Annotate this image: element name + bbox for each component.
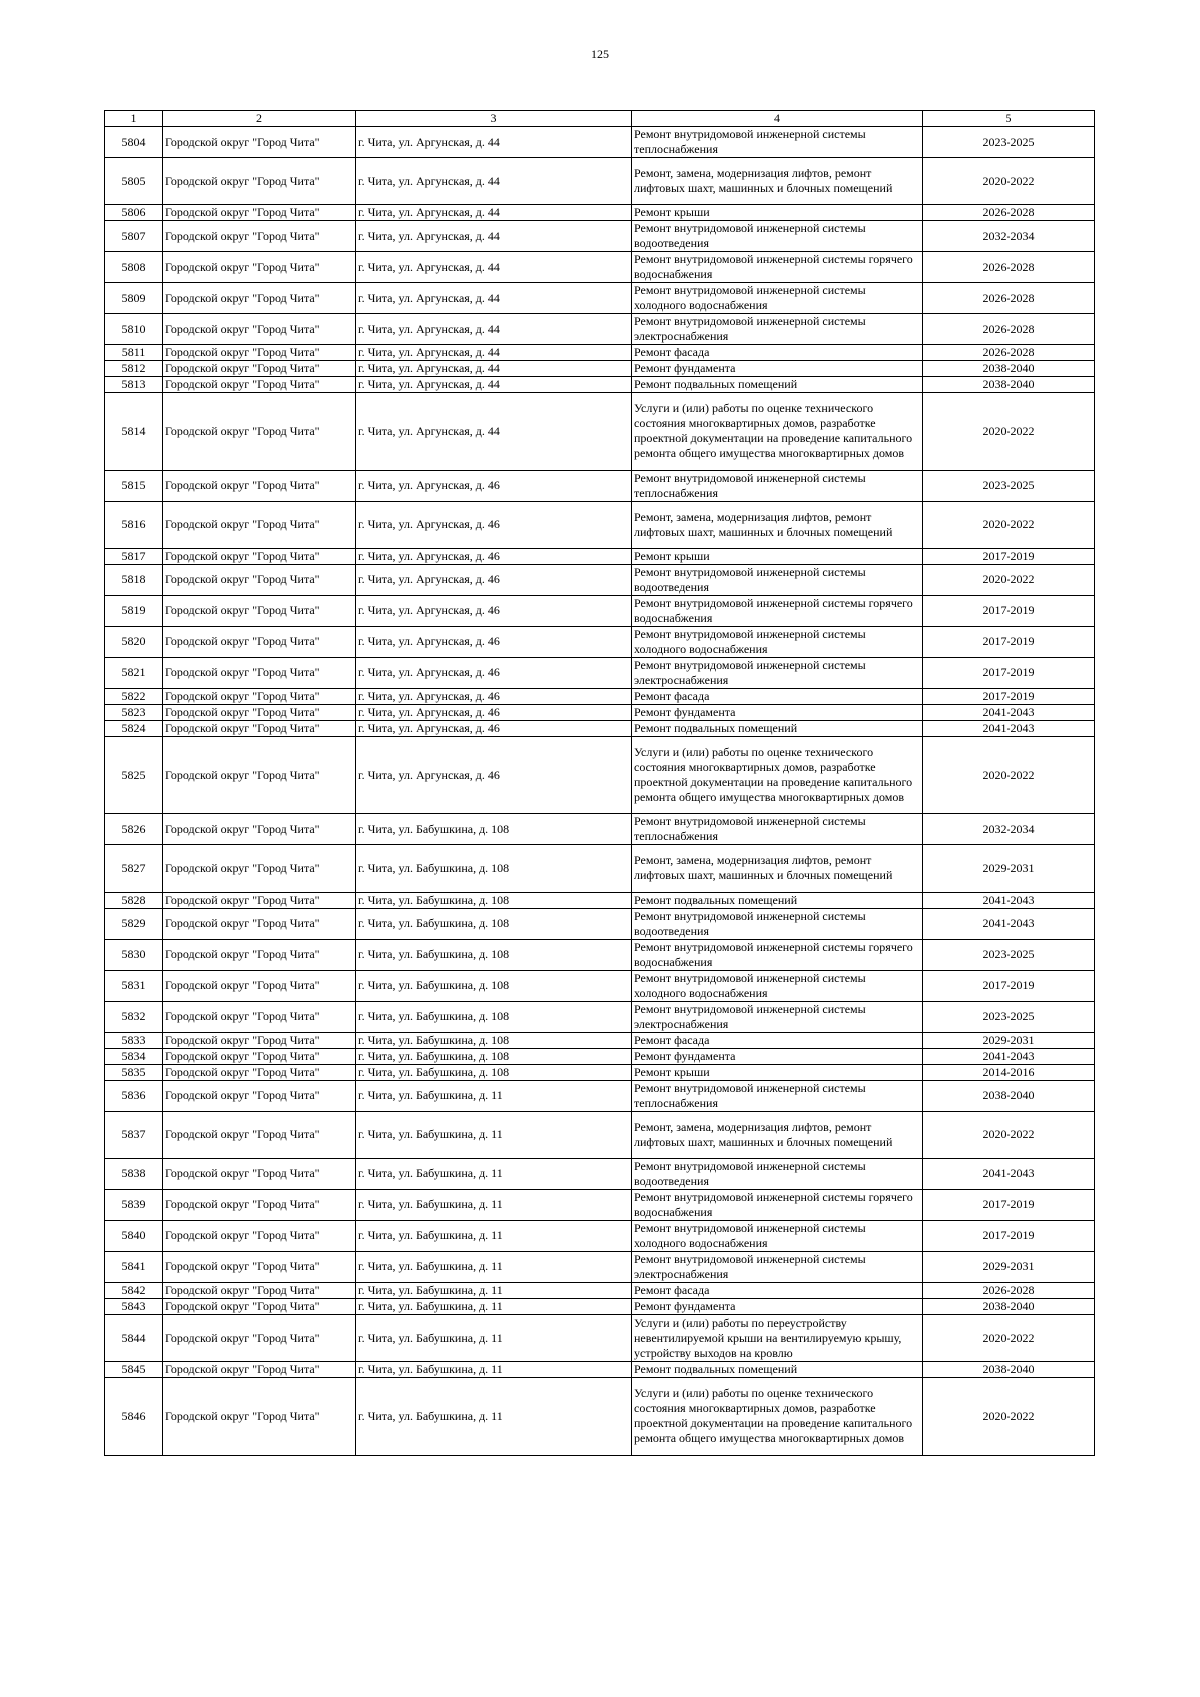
row-number-cell: 5834	[105, 1048, 163, 1064]
work-type-cell: Ремонт фундамента	[632, 1298, 923, 1314]
work-type-cell: Ремонт внутридомовой инженерной системы теплоснабжения	[632, 127, 923, 158]
row-number-cell: 5814	[105, 393, 163, 470]
municipality-cell: Городской округ "Город Чита"	[163, 205, 356, 221]
period-cell: 2032-2034	[923, 814, 1095, 845]
table-row	[105, 704, 1095, 720]
municipality-cell: Городской округ "Город Чита"	[163, 1080, 356, 1111]
table-body	[105, 127, 1095, 1456]
address-cell: г. Чита, ул. Аргунская, д. 46	[356, 720, 632, 736]
row-number-cell: 5821	[105, 657, 163, 688]
row-number-cell: 5845	[105, 1362, 163, 1378]
row-number-cell: 5833	[105, 1032, 163, 1048]
municipality-cell: Городской округ "Город Чита"	[163, 564, 356, 595]
municipality-cell: Городской округ "Город Чита"	[163, 626, 356, 657]
row-number-cell: 5806	[105, 205, 163, 221]
row-number-cell: 5804	[105, 127, 163, 158]
work-type-cell: Ремонт внутридомовой инженерной системы водоотведения	[632, 1158, 923, 1189]
period-cell: 2020-2022	[923, 1314, 1095, 1361]
municipality-cell: Городской округ "Город Чита"	[163, 1001, 356, 1032]
municipality-cell: Городской округ "Город Чита"	[163, 704, 356, 720]
municipality-cell: Городской округ "Город Чита"	[163, 1220, 356, 1251]
period-cell: 2026-2028	[923, 345, 1095, 361]
row-number-cell: 5840	[105, 1220, 163, 1251]
row-number-cell: 5824	[105, 720, 163, 736]
period-cell: 2026-2028	[923, 283, 1095, 314]
work-type-cell: Ремонт фундамента	[632, 1048, 923, 1064]
municipality-cell: Городской округ "Город Чита"	[163, 908, 356, 939]
period-cell: 2023-2025	[923, 939, 1095, 970]
municipality-cell: Городской округ "Город Чита"	[163, 1314, 356, 1361]
row-number-cell: 5819	[105, 595, 163, 626]
table-row	[105, 595, 1095, 626]
table-row	[105, 1158, 1095, 1189]
work-type-cell: Ремонт фасада	[632, 1282, 923, 1298]
address-cell: г. Чита, ул. Бабушкина, д. 108	[356, 1048, 632, 1064]
address-cell: г. Чита, ул. Бабушкина, д. 11	[356, 1189, 632, 1220]
column-header: 4	[632, 111, 923, 127]
work-type-cell: Услуги и (или) работы по оценке технического состояния многоквартирных домов, разработке проектной документации на проведение капитального ремонта общего имущества многоквартирных домов	[632, 1378, 923, 1455]
period-cell: 2017-2019	[923, 657, 1095, 688]
period-cell: 2026-2028	[923, 205, 1095, 221]
period-cell: 2038-2040	[923, 1362, 1095, 1378]
row-number-cell: 5812	[105, 361, 163, 377]
address-cell: г. Чита, ул. Аргунская, д. 44	[356, 252, 632, 283]
table-row	[105, 252, 1095, 283]
work-type-cell: Ремонт внутридомовой инженерной системы горячего водоснабжения	[632, 252, 923, 283]
work-type-cell: Ремонт внутридомовой инженерной системы водоотведения	[632, 908, 923, 939]
row-number-cell: 5839	[105, 1189, 163, 1220]
row-number-cell: 5829	[105, 908, 163, 939]
row-number-cell: 5846	[105, 1378, 163, 1455]
work-type-cell: Ремонт внутридомовой инженерной системы электроснабжения	[632, 1001, 923, 1032]
municipality-cell: Городской округ "Город Чита"	[163, 845, 356, 892]
period-cell: 2026-2028	[923, 314, 1095, 345]
table-row	[105, 657, 1095, 688]
municipality-cell: Городской округ "Город Чита"	[163, 1282, 356, 1298]
period-cell: 2041-2043	[923, 1158, 1095, 1189]
work-type-cell: Ремонт внутридомовой инженерной системы холодного водоснабжения	[632, 626, 923, 657]
address-cell: г. Чита, ул. Аргунская, д. 44	[356, 221, 632, 252]
table-row	[105, 127, 1095, 158]
period-cell: 2041-2043	[923, 720, 1095, 736]
work-type-cell: Ремонт фундамента	[632, 361, 923, 377]
period-cell: 2029-2031	[923, 845, 1095, 892]
work-type-cell: Ремонт крыши	[632, 1064, 923, 1080]
municipality-cell: Городской округ "Город Чита"	[163, 1362, 356, 1378]
period-cell: 2026-2028	[923, 252, 1095, 283]
address-cell: г. Чита, ул. Аргунская, д. 44	[356, 393, 632, 470]
municipality-cell: Городской округ "Город Чита"	[163, 1032, 356, 1048]
row-number-cell: 5830	[105, 939, 163, 970]
page-number: 125	[591, 47, 609, 61]
table-row	[105, 736, 1095, 813]
table-row	[105, 1314, 1095, 1361]
period-cell: 2023-2025	[923, 1001, 1095, 1032]
work-type-cell: Услуги и (или) работы по оценке технического состояния многоквартирных домов, разработке проектной документации на проведение капитального ремонта общего имущества многоквартирных домов	[632, 736, 923, 813]
work-type-cell: Ремонт, замена, модернизация лифтов, ремонт лифтовых шахт, машинных и блочных помещений	[632, 501, 923, 548]
work-type-cell: Ремонт внутридомовой инженерной системы электроснабжения	[632, 1251, 923, 1282]
address-cell: г. Чита, ул. Бабушкина, д. 108	[356, 892, 632, 908]
period-cell: 2014-2016	[923, 1064, 1095, 1080]
address-cell: г. Чита, ул. Аргунская, д. 44	[356, 205, 632, 221]
row-number-cell: 5809	[105, 283, 163, 314]
municipality-cell: Городской округ "Город Чита"	[163, 595, 356, 626]
address-cell: г. Чита, ул. Аргунская, д. 46	[356, 704, 632, 720]
address-cell: г. Чита, ул. Бабушкина, д. 108	[356, 970, 632, 1001]
row-number-cell: 5813	[105, 377, 163, 393]
municipality-cell: Городской округ "Город Чита"	[163, 252, 356, 283]
table-row	[105, 1282, 1095, 1298]
period-cell: 2041-2043	[923, 1048, 1095, 1064]
address-cell: г. Чита, ул. Бабушкина, д. 108	[356, 845, 632, 892]
address-cell: г. Чита, ул. Аргунская, д. 44	[356, 283, 632, 314]
work-type-cell: Ремонт внутридомовой инженерной системы теплоснабжения	[632, 470, 923, 501]
period-cell: 2017-2019	[923, 548, 1095, 564]
row-number-cell: 5811	[105, 345, 163, 361]
work-type-cell: Ремонт фасада	[632, 345, 923, 361]
row-number-cell: 5807	[105, 221, 163, 252]
work-type-cell: Ремонт внутридомовой инженерной системы горячего водоснабжения	[632, 939, 923, 970]
table-row	[105, 1189, 1095, 1220]
column-number-row	[105, 111, 1095, 127]
municipality-cell: Городской округ "Город Чита"	[163, 283, 356, 314]
column-header: 5	[923, 111, 1095, 127]
municipality-cell: Городской округ "Город Чита"	[163, 720, 356, 736]
municipality-cell: Городской округ "Город Чита"	[163, 1298, 356, 1314]
row-number-cell: 5831	[105, 970, 163, 1001]
period-cell: 2041-2043	[923, 892, 1095, 908]
period-cell: 2023-2025	[923, 127, 1095, 158]
work-type-cell: Ремонт подвальных помещений	[632, 377, 923, 393]
row-number-cell: 5825	[105, 736, 163, 813]
address-cell: г. Чита, ул. Бабушкина, д. 11	[356, 1362, 632, 1378]
period-cell: 2020-2022	[923, 1111, 1095, 1158]
work-type-cell: Ремонт внутридомовой инженерной системы электроснабжения	[632, 314, 923, 345]
table-row	[105, 1080, 1095, 1111]
period-cell: 2023-2025	[923, 470, 1095, 501]
municipality-cell: Городской округ "Город Чита"	[163, 892, 356, 908]
table-row	[105, 470, 1095, 501]
table-row	[105, 377, 1095, 393]
table-row	[105, 1362, 1095, 1378]
address-cell: г. Чита, ул. Бабушкина, д. 108	[356, 1064, 632, 1080]
address-cell: г. Чита, ул. Аргунская, д. 44	[356, 377, 632, 393]
row-number-cell: 5836	[105, 1080, 163, 1111]
address-cell: г. Чита, ул. Аргунская, д. 44	[356, 314, 632, 345]
municipality-cell: Городской округ "Город Чита"	[163, 345, 356, 361]
period-cell: 2026-2028	[923, 1282, 1095, 1298]
table-row	[105, 626, 1095, 657]
municipality-cell: Городской округ "Город Чита"	[163, 688, 356, 704]
work-type-cell: Ремонт подвальных помещений	[632, 892, 923, 908]
address-cell: г. Чита, ул. Бабушкина, д. 108	[356, 1032, 632, 1048]
municipality-cell: Городской округ "Город Чита"	[163, 1064, 356, 1080]
work-type-cell: Ремонт, замена, модернизация лифтов, ремонт лифтовых шахт, машинных и блочных помещений	[632, 158, 923, 205]
row-number-cell: 5832	[105, 1001, 163, 1032]
period-cell: 2017-2019	[923, 688, 1095, 704]
period-cell: 2038-2040	[923, 377, 1095, 393]
row-number-cell: 5816	[105, 501, 163, 548]
address-cell: г. Чита, ул. Бабушкина, д. 11	[356, 1282, 632, 1298]
table-row	[105, 1032, 1095, 1048]
address-cell: г. Чита, ул. Аргунская, д. 44	[356, 127, 632, 158]
period-cell: 2038-2040	[923, 1080, 1095, 1111]
table-row	[105, 939, 1095, 970]
work-type-cell: Ремонт внутридомовой инженерной системы водоотведения	[632, 221, 923, 252]
row-number-cell: 5828	[105, 892, 163, 908]
row-number-cell: 5835	[105, 1064, 163, 1080]
period-cell: 2017-2019	[923, 626, 1095, 657]
table-row	[105, 393, 1095, 470]
municipality-cell: Городской округ "Город Чита"	[163, 970, 356, 1001]
municipality-cell: Городской округ "Город Чита"	[163, 127, 356, 158]
work-type-cell: Ремонт крыши	[632, 205, 923, 221]
work-type-cell: Ремонт подвальных помещений	[632, 1362, 923, 1378]
work-type-cell: Ремонт, замена, модернизация лифтов, ремонт лифтовых шахт, машинных и блочных помещений	[632, 1111, 923, 1158]
municipality-cell: Городской округ "Город Чита"	[163, 939, 356, 970]
table-row	[105, 345, 1095, 361]
period-cell: 2029-2031	[923, 1251, 1095, 1282]
table-row	[105, 1001, 1095, 1032]
municipality-cell: Городской округ "Город Чита"	[163, 548, 356, 564]
work-type-cell: Ремонт внутридомовой инженерной системы теплоснабжения	[632, 814, 923, 845]
address-cell: г. Чита, ул. Аргунская, д. 46	[356, 736, 632, 813]
row-number-cell: 5805	[105, 158, 163, 205]
address-cell: г. Чита, ул. Аргунская, д. 46	[356, 564, 632, 595]
address-cell: г. Чита, ул. Аргунская, д. 46	[356, 595, 632, 626]
municipality-cell: Городской округ "Город Чита"	[163, 1251, 356, 1282]
row-number-cell: 5843	[105, 1298, 163, 1314]
period-cell: 2032-2034	[923, 221, 1095, 252]
municipality-cell: Городской округ "Город Чита"	[163, 1048, 356, 1064]
table-row	[105, 221, 1095, 252]
row-number-cell: 5844	[105, 1314, 163, 1361]
address-cell: г. Чита, ул. Аргунская, д. 44	[356, 361, 632, 377]
municipality-cell: Городской округ "Город Чита"	[163, 377, 356, 393]
column-header: 1	[105, 111, 163, 127]
address-cell: г. Чита, ул. Аргунская, д. 46	[356, 688, 632, 704]
work-type-cell: Ремонт внутридомовой инженерной системы холодного водоснабжения	[632, 970, 923, 1001]
table-row	[105, 1220, 1095, 1251]
address-cell: г. Чита, ул. Бабушкина, д. 11	[356, 1378, 632, 1455]
municipality-cell: Городской округ "Город Чита"	[163, 814, 356, 845]
row-number-cell: 5837	[105, 1111, 163, 1158]
municipality-cell: Городской округ "Город Чита"	[163, 470, 356, 501]
municipality-cell: Городской округ "Город Чита"	[163, 501, 356, 548]
municipality-cell: Городской округ "Город Чита"	[163, 361, 356, 377]
work-type-cell: Услуги и (или) работы по переустройству невентилируемой крыши на вентилируемую крышу, устройству выходов на кровлю	[632, 1314, 923, 1361]
table-row	[105, 1048, 1095, 1064]
row-number-cell: 5808	[105, 252, 163, 283]
work-type-cell: Ремонт внутридомовой инженерной системы горячего водоснабжения	[632, 595, 923, 626]
address-cell: г. Чита, ул. Бабушкина, д. 108	[356, 939, 632, 970]
address-cell: г. Чита, ул. Аргунская, д. 46	[356, 657, 632, 688]
table-row	[105, 205, 1095, 221]
municipality-cell: Городской округ "Город Чита"	[163, 221, 356, 252]
address-cell: г. Чита, ул. Бабушкина, д. 11	[356, 1251, 632, 1282]
table-row	[105, 720, 1095, 736]
period-cell: 2017-2019	[923, 1220, 1095, 1251]
work-type-cell: Ремонт фасада	[632, 688, 923, 704]
address-cell: г. Чита, ул. Бабушкина, д. 11	[356, 1220, 632, 1251]
municipality-cell: Городской округ "Город Чита"	[163, 1158, 356, 1189]
period-cell: 2038-2040	[923, 1298, 1095, 1314]
row-number-cell: 5842	[105, 1282, 163, 1298]
address-cell: г. Чита, ул. Бабушкина, д. 11	[356, 1314, 632, 1361]
address-cell: г. Чита, ул. Бабушкина, д. 11	[356, 1080, 632, 1111]
work-type-cell: Ремонт фасада	[632, 1032, 923, 1048]
address-cell: г. Чита, ул. Аргунская, д. 46	[356, 470, 632, 501]
row-number-cell: 5810	[105, 314, 163, 345]
period-cell: 2020-2022	[923, 501, 1095, 548]
address-cell: г. Чита, ул. Аргунская, д. 46	[356, 548, 632, 564]
row-number-cell: 5822	[105, 688, 163, 704]
repair-schedule-table	[104, 110, 1095, 1456]
municipality-cell: Городской округ "Город Чита"	[163, 736, 356, 813]
period-cell: 2020-2022	[923, 1378, 1095, 1455]
table-row	[105, 158, 1095, 205]
municipality-cell: Городской округ "Город Чита"	[163, 314, 356, 345]
period-cell: 2017-2019	[923, 970, 1095, 1001]
row-number-cell: 5838	[105, 1158, 163, 1189]
table-row	[105, 688, 1095, 704]
period-cell: 2020-2022	[923, 564, 1095, 595]
address-cell: г. Чита, ул. Бабушкина, д. 108	[356, 908, 632, 939]
work-type-cell: Ремонт крыши	[632, 548, 923, 564]
row-number-cell: 5826	[105, 814, 163, 845]
period-cell: 2029-2031	[923, 1032, 1095, 1048]
period-cell: 2017-2019	[923, 595, 1095, 626]
period-cell: 2017-2019	[923, 1189, 1095, 1220]
table-row	[105, 548, 1095, 564]
municipality-cell: Городской округ "Город Чита"	[163, 1378, 356, 1455]
work-type-cell: Ремонт, замена, модернизация лифтов, ремонт лифтовых шахт, машинных и блочных помещений	[632, 845, 923, 892]
row-number-cell: 5817	[105, 548, 163, 564]
work-type-cell: Ремонт внутридомовой инженерной системы холодного водоснабжения	[632, 1220, 923, 1251]
row-number-cell: 5820	[105, 626, 163, 657]
table-row	[105, 564, 1095, 595]
table-row	[105, 314, 1095, 345]
address-cell: г. Чита, ул. Бабушкина, д. 11	[356, 1158, 632, 1189]
address-cell: г. Чита, ул. Бабушкина, д. 108	[356, 1001, 632, 1032]
work-type-cell: Услуги и (или) работы по оценке технического состояния многоквартирных домов, разработке проектной документации на проведение капитального ремонта общего имущества многоквартирных домов	[632, 393, 923, 470]
work-type-cell: Ремонт внутридомовой инженерной системы водоотведения	[632, 564, 923, 595]
period-cell: 2020-2022	[923, 736, 1095, 813]
period-cell: 2020-2022	[923, 158, 1095, 205]
table-row	[105, 908, 1095, 939]
column-header: 2	[163, 111, 356, 127]
table-row	[105, 892, 1095, 908]
table-row	[105, 283, 1095, 314]
work-type-cell: Ремонт подвальных помещений	[632, 720, 923, 736]
table-row	[105, 970, 1095, 1001]
address-cell: г. Чита, ул. Бабушкина, д. 11	[356, 1298, 632, 1314]
work-type-cell: Ремонт внутридомовой инженерной системы теплоснабжения	[632, 1080, 923, 1111]
period-cell: 2020-2022	[923, 393, 1095, 470]
row-number-cell: 5827	[105, 845, 163, 892]
period-cell: 2041-2043	[923, 704, 1095, 720]
address-cell: г. Чита, ул. Аргунская, д. 46	[356, 501, 632, 548]
table-row	[105, 1064, 1095, 1080]
work-type-cell: Ремонт внутридомовой инженерной системы горячего водоснабжения	[632, 1189, 923, 1220]
row-number-cell: 5815	[105, 470, 163, 501]
address-cell: г. Чита, ул. Аргунская, д. 44	[356, 158, 632, 205]
address-cell: г. Чита, ул. Бабушкина, д. 108	[356, 814, 632, 845]
table-row	[105, 1251, 1095, 1282]
table-row	[105, 501, 1095, 548]
municipality-cell: Городской округ "Город Чита"	[163, 1189, 356, 1220]
column-header: 3	[356, 111, 632, 127]
address-cell: г. Чита, ул. Аргунская, д. 44	[356, 345, 632, 361]
municipality-cell: Городской округ "Город Чита"	[163, 657, 356, 688]
table-row	[105, 1378, 1095, 1455]
table-row	[105, 1298, 1095, 1314]
period-cell: 2038-2040	[923, 361, 1095, 377]
table-row	[105, 361, 1095, 377]
address-cell: г. Чита, ул. Бабушкина, д. 11	[356, 1111, 632, 1158]
municipality-cell: Городской округ "Город Чита"	[163, 158, 356, 205]
row-number-cell: 5818	[105, 564, 163, 595]
work-type-cell: Ремонт внутридомовой инженерной системы холодного водоснабжения	[632, 283, 923, 314]
table-row	[105, 845, 1095, 892]
municipality-cell: Городской округ "Город Чита"	[163, 1111, 356, 1158]
address-cell: г. Чита, ул. Аргунская, д. 46	[356, 626, 632, 657]
table-row	[105, 814, 1095, 845]
work-type-cell: Ремонт фундамента	[632, 704, 923, 720]
period-cell: 2041-2043	[923, 908, 1095, 939]
row-number-cell: 5841	[105, 1251, 163, 1282]
row-number-cell: 5823	[105, 704, 163, 720]
work-type-cell: Ремонт внутридомовой инженерной системы электроснабжения	[632, 657, 923, 688]
municipality-cell: Городской округ "Город Чита"	[163, 393, 356, 470]
table-row	[105, 1111, 1095, 1158]
